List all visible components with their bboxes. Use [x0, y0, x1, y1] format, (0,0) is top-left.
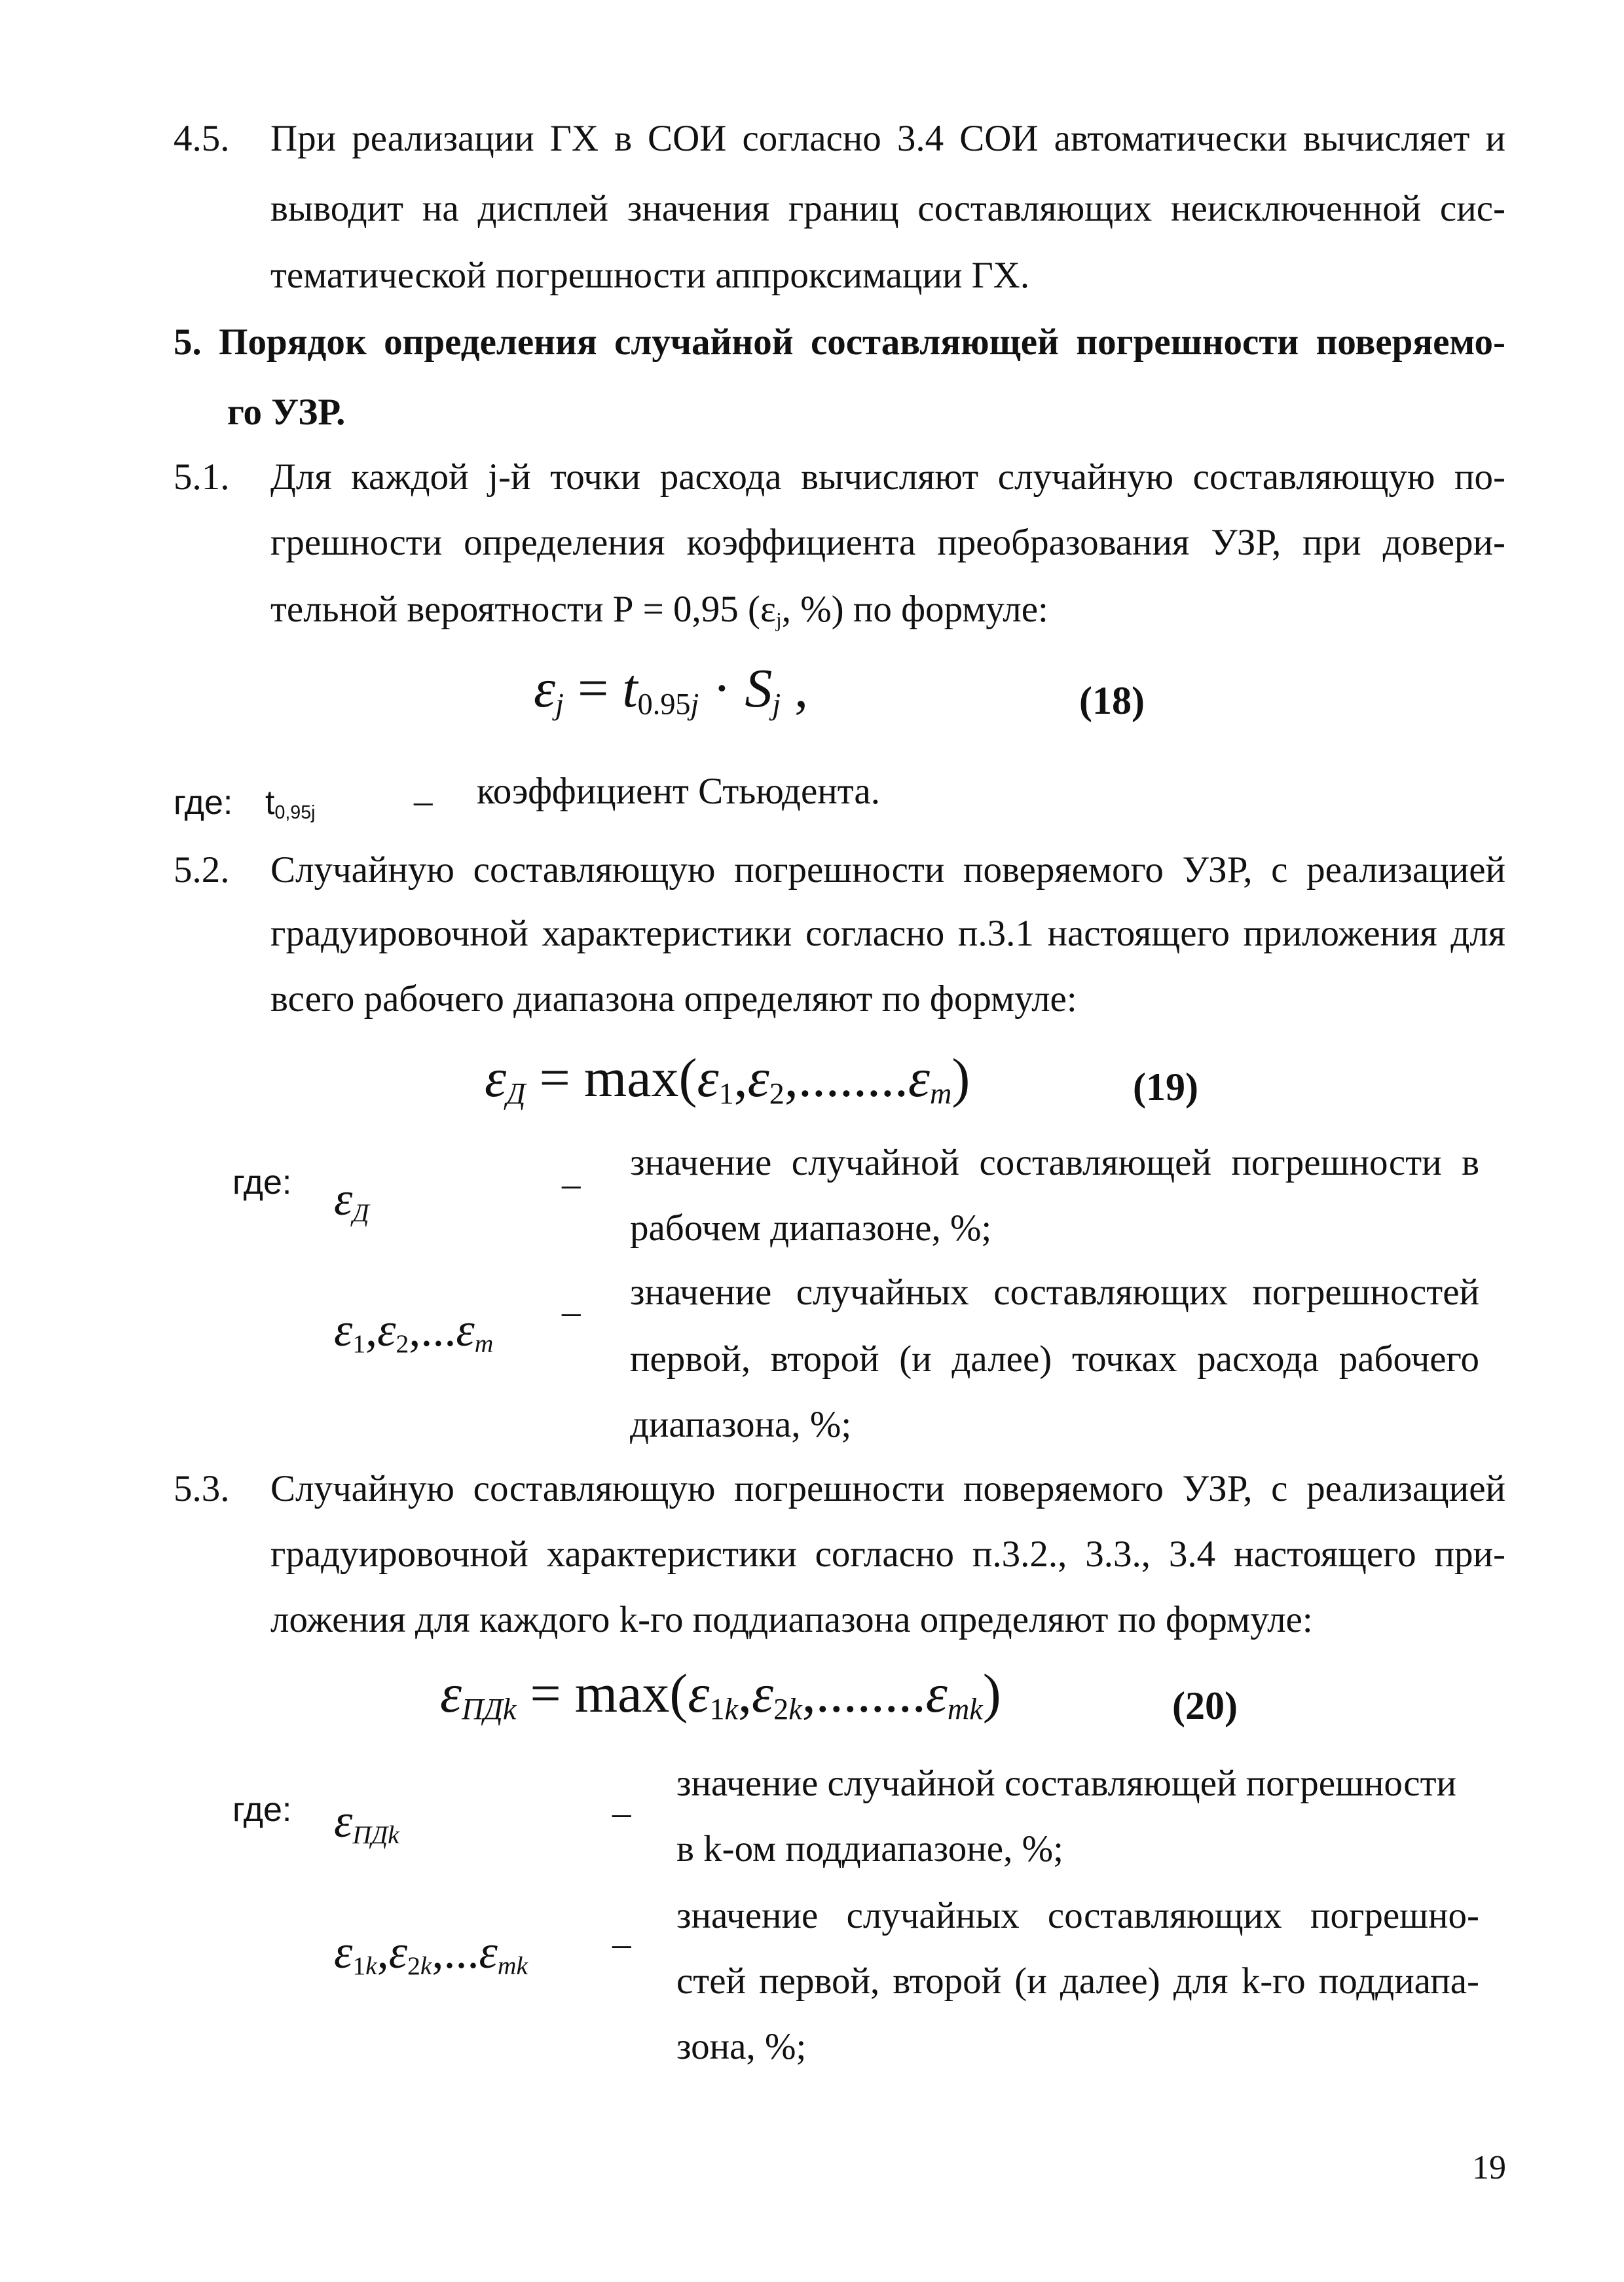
formula-18: $\varepsilon_j = t_{0.95j} \cdot S_j$ ,	[534, 658, 809, 721]
paragraph-line	[270, 589, 1048, 631]
definition-line: значение случайных составляющих погрешно-	[676, 1895, 1479, 1936]
paragraph-line: Для каждой j-й точки расхода вычисляют случайную составляющую по-	[270, 456, 1505, 498]
paragraph-line: Случайную составляющую погрешности поверяемого УЗР, с реализацией	[270, 849, 1505, 891]
definition-dash: –	[612, 1792, 631, 1833]
symbol-t: t	[265, 784, 275, 822]
symbol-epsilon-list: $\varepsilon_1,\varepsilon_2,...\varepsilon_m$	[334, 1304, 494, 1358]
formula-number-20: (20)	[1172, 1684, 1238, 1727]
symbol-epsilon-k-list: $\varepsilon_{1k},\varepsilon_{2k},...\varepsilon_{mk}$	[334, 1926, 528, 1980]
definition-dash: –	[612, 1923, 631, 1964]
formula-19: $\varepsilon_Д = \max(\varepsilon_1,\varepsilon_2,........\varepsilon_m)$	[485, 1048, 970, 1111]
paragraph-line: ложения для каждого k-го поддиапазона определяют по формуле:	[270, 1599, 1313, 1640]
definition-line: стей первой, второй (и далее) для k-го поддиапа-	[676, 1960, 1479, 2002]
text-part: тельной вероятности Р = 0,95 (ε	[270, 589, 776, 630]
where-label: где:	[232, 1791, 292, 1829]
section-heading-cont: го УЗР.	[227, 392, 346, 433]
symbol-epsilon-pdk: $\varepsilon_{ПДk}$	[334, 1795, 399, 1849]
definition-line: зона, %;	[676, 2026, 807, 2067]
paragraph-line: При реализации ГХ в СОИ согласно 3.4 СОИ автоматически вычисляет и	[270, 118, 1505, 159]
formula-number-18: (18)	[1079, 679, 1145, 722]
where-symbol	[265, 784, 316, 824]
formula-20: $\varepsilon_{ПДk} = \max(\varepsilon_{1k},\varepsilon_{2k},........\varepsilon_{mk})$	[440, 1663, 1001, 1726]
definition-line: первой, второй (и далее) точках расхода рабочего	[630, 1338, 1479, 1380]
definition-dash: –	[414, 781, 433, 822]
definition-dash: –	[562, 1291, 581, 1333]
section-heading: 5. Порядок определения случайной составляющей погрешности поверяемо-	[174, 322, 1505, 363]
item-number-4-5: 4.5.	[174, 118, 230, 159]
definition-text: коэффициент Стьюдента.	[477, 771, 880, 812]
paragraph-line: грешности определения коэффициента преобразования УЗР, при довери-	[270, 522, 1505, 563]
paragraph-line: Случайную составляющую погрешности поверяемого УЗР, с реализацией	[270, 1468, 1505, 1509]
paragraph-line: всего рабочего диапазона определяют по формуле:	[270, 978, 1077, 1020]
definition-line: значение случайных составляющих погрешностей	[630, 1272, 1479, 1313]
definition-dash: –	[562, 1164, 581, 1205]
formula-number-19: (19)	[1133, 1065, 1198, 1109]
paragraph-line: градуировочной характеристики согласно п.3.2., 3.3., 3.4 настоящего при-	[270, 1534, 1505, 1575]
definition-line: диапазона, %;	[630, 1404, 852, 1445]
item-number-5-2: 5.2.	[174, 849, 230, 891]
definition-line: значение случайной составляющей погрешности в	[630, 1142, 1479, 1183]
definition-line: значение случайной составляющей погрешности	[676, 1763, 1457, 1804]
where-label: где:	[232, 1164, 292, 1202]
definition-line: рабочем диапазоне, %;	[630, 1207, 992, 1249]
subscript: j	[775, 608, 782, 631]
where-label: где:	[174, 784, 233, 822]
paragraph-line: выводит на дисплей значения границ составляющих неисключенной сис-	[270, 188, 1505, 229]
paragraph-line: тематической погрешности аппроксимации ГХ.	[270, 255, 1030, 296]
symbol-sub: 0,95j	[274, 802, 316, 824]
definition-line: в k-ом поддиапазоне, %;	[676, 1828, 1063, 1869]
page-number: 19	[1472, 2149, 1506, 2186]
item-number-5-1: 5.1.	[174, 456, 230, 498]
symbol-epsilon-d: $\varepsilon_Д$	[334, 1173, 369, 1227]
paragraph-line: градуировочной характеристики согласно п.3.1 настоящего приложения для	[270, 913, 1505, 954]
item-number-5-3: 5.3.	[174, 1468, 230, 1509]
text-part: , %) по формуле:	[781, 589, 1048, 630]
